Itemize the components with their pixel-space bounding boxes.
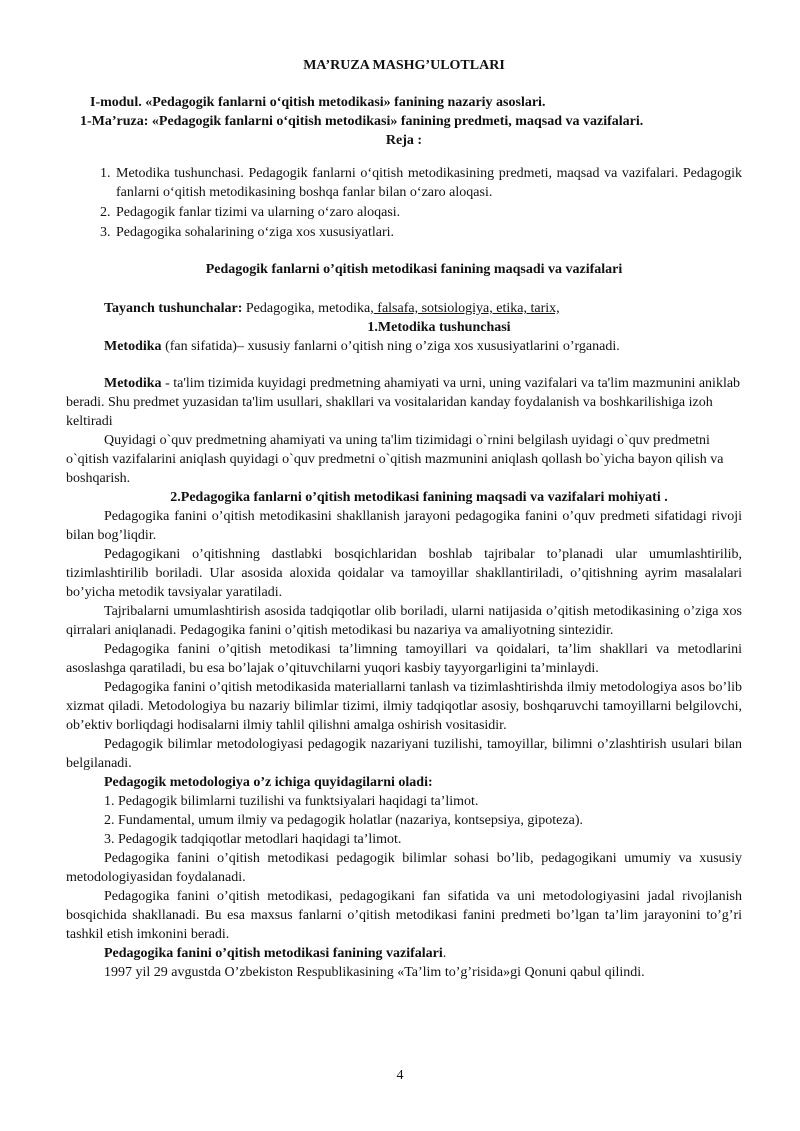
paragraph: Pedagogika fanini o’qitish metodikasi ta’limning tamoyillari va qoidalari, ta’lim shakllari va metodlarini asoslashga qaratiladi, bu esa bo’lajak o’qituvchilarni yuqori kasbiy tayyorgarligini ta’minlaydi. — [66, 642, 742, 676]
methodology-item: 2. Fundamental, umum ilmiy va pedagogik holatlar (nazariya, kontsepsiya, gipoteza). — [104, 813, 583, 828]
keywords-plain: Pedagogika, metodika, — [242, 301, 374, 316]
subheading-2: 2.Pedagogika fanlarni o’qitish metodikasi fanining maqsadi va vazifalari mohiyati . — [170, 490, 668, 505]
paragraph: Pedagogika fanini o’qitish metodikasi pedagogik bilimlar sohasi bo’lib, pedagogikani umumiy va xususiy metodologiyasidan foydalanadi. — [66, 851, 742, 885]
keywords-label: Tayanch tushunchalar: — [104, 301, 243, 316]
tasks-heading — [66, 944, 742, 963]
definition-term: Metodika — [104, 376, 162, 391]
keywords-underlined: falsafa, sotsiologiya, etika, tarix, — [373, 301, 560, 316]
page-title: MA’RUZA MASHG’ULOTLARI — [303, 58, 505, 73]
paragraph: Pedagogik bilimlar metodologiyasi pedagogik nazariyani tuzilishi, tamoyillar, bilimni o’zlashtirish usulari bilan belgilanadi. — [66, 737, 742, 771]
paragraph-quv: Quyidagi o`quv predmetning ahamiyati va uning ta'lim tizimidagi o`rnini belgilash uyidagi o`quv predmetni o`qitish vazifalarini aniqlash quyidagi o`quv predmetni o`qitish mazmunini aniqlash qollash bo`yicha bayon qilish va boshqarish. — [66, 433, 724, 486]
section-title: Pedagogik fanlarni o’qitish metodikasi fanining maqsadi va vazifalari — [205, 262, 623, 277]
paragraph: Tajribalarni umumlashtirish asosida tadqiqotlar olib boriladi, ularni natijasida o’qitish metodikasining o’ziga xos qirralari aniqlanadi. Pedagogika fanini o’qitish metodikasi bu nazariya va amaliyotning sintezidir. — [66, 604, 742, 638]
keywords-line — [104, 299, 742, 318]
plan-item: 1. Metodika tushunchasi. Pedagogik fanlarni o‘qitish metodikasining predmeti, maqsad va vazifalari. Pedagogik fanlarni o‘qitish metodikasining boshqa fanlar bilan o‘zaro aloqasi. — [114, 164, 742, 202]
plan-list — [66, 164, 742, 242]
definition-text: (fan sifatida)– xususiy fanlarni o’qitish ning o’ziga xos xususiyatlarini o’rganadi. — [161, 339, 620, 354]
methodology-item: 3. Pedagogik tadqiqotlar metodlari haqidagi ta’limot. — [104, 832, 402, 847]
module-heading: I-modul. «Pedagogik fanlarni o‘qitish metodikasi» fanining nazariy asoslari. — [90, 95, 546, 110]
plan-item: 2. Pedagogik fanlar tizimi va ularning o‘zaro aloqasi. — [114, 203, 742, 222]
tasks-tail: . — [442, 946, 447, 961]
methodology-item: 1. Pedagogik bilimlarni tuzilishi va funktsiyalari haqidagi ta’limot. — [104, 794, 479, 809]
tasks-title: Pedagogika fanini o’qitish metodikasi fanining vazifalari — [104, 946, 443, 961]
paragraph: Pedagogika fanini o’qitish metodikasi, pedagogikani fan sifatida va uni metodologiyasini jadal rivojlanish bosqichida shakllanadi. Bu esa maxsus fanlarni o’qitish metodikasi fanini predmeti bo’lgan ta’lim jarayonini to’g’ri tashkil etish imkonini beradi. — [66, 889, 742, 942]
definition-text: - ta'lim tizimida kuyidagi predmetning ahamiyati va urni, uning vazifalari va ta'lim mazmunini aniklab beradi. Shu predmet yuzasidan ta'lim usullari, shakllari va vositalaridan kanday foydalanish va boshkarilishiga izoh keltiradi — [66, 376, 741, 429]
definition-2 — [66, 374, 742, 431]
lecture-heading: 1-Ma’ruza: «Pedagogik fanlarni o‘qitish metodikasi» fanining predmeti, maqsad va vazifalari. — [80, 114, 644, 129]
paragraph: Pedagogika fanini o’qitish metodikasini shakllanish jarayoni pedagogika fanini o’quv predmeti sifatidagi rivoji bilan bog’liqdir. — [66, 509, 742, 543]
methodology-title: Pedagogik metodologiya o’z ichiga quyidagilarni oladi: — [104, 775, 433, 790]
page-number: 4 — [396, 1068, 404, 1083]
plan-label: Reja : — [385, 133, 423, 148]
document-page — [66, 56, 742, 982]
paragraph: Pedagogikani o’qitishning dastlabki bosqichlaridan boshlab tajribalar to’planadi ular umumlashtirilib, tizimlashtirilib boriladi. Ular asosida aloxida qoidalar va tamoyillar shakllantiriladi, o’qitishning ayrim masalalari bo’yicha metodik tavsiyalar yaratiladi. — [66, 547, 742, 600]
paragraph: Pedagogika fanini o’qitish metodikasida materiallarni tanlash va tizimlashtirishda ilmiy metodologiya asos bo’lib xizmat qiladi. Metodologiya bu nazariy bilimlar tizimi, ilmiy tadqiqotlar asosiy, boshqaruvchi tamoyillarni belgilovchi, ob’ektiv borliqdagi hodisalarni ilmiy tahlil qilishni amalga oshirish vositasidir. — [66, 680, 742, 733]
law-paragraph: 1997 yil 29 avgustda O’zbekiston Respublikasining «Ta’lim to’g’risida»gi Qonuni qabul qilindi. — [104, 965, 645, 980]
plan-item: 3. Pedagogika sohalarining o‘ziga xos xususiyatlari. — [114, 223, 742, 242]
definition-term: Metodika — [104, 339, 162, 354]
definition-1 — [66, 337, 742, 356]
subheading-1: 1.Metodika tushunchasi — [367, 320, 511, 335]
